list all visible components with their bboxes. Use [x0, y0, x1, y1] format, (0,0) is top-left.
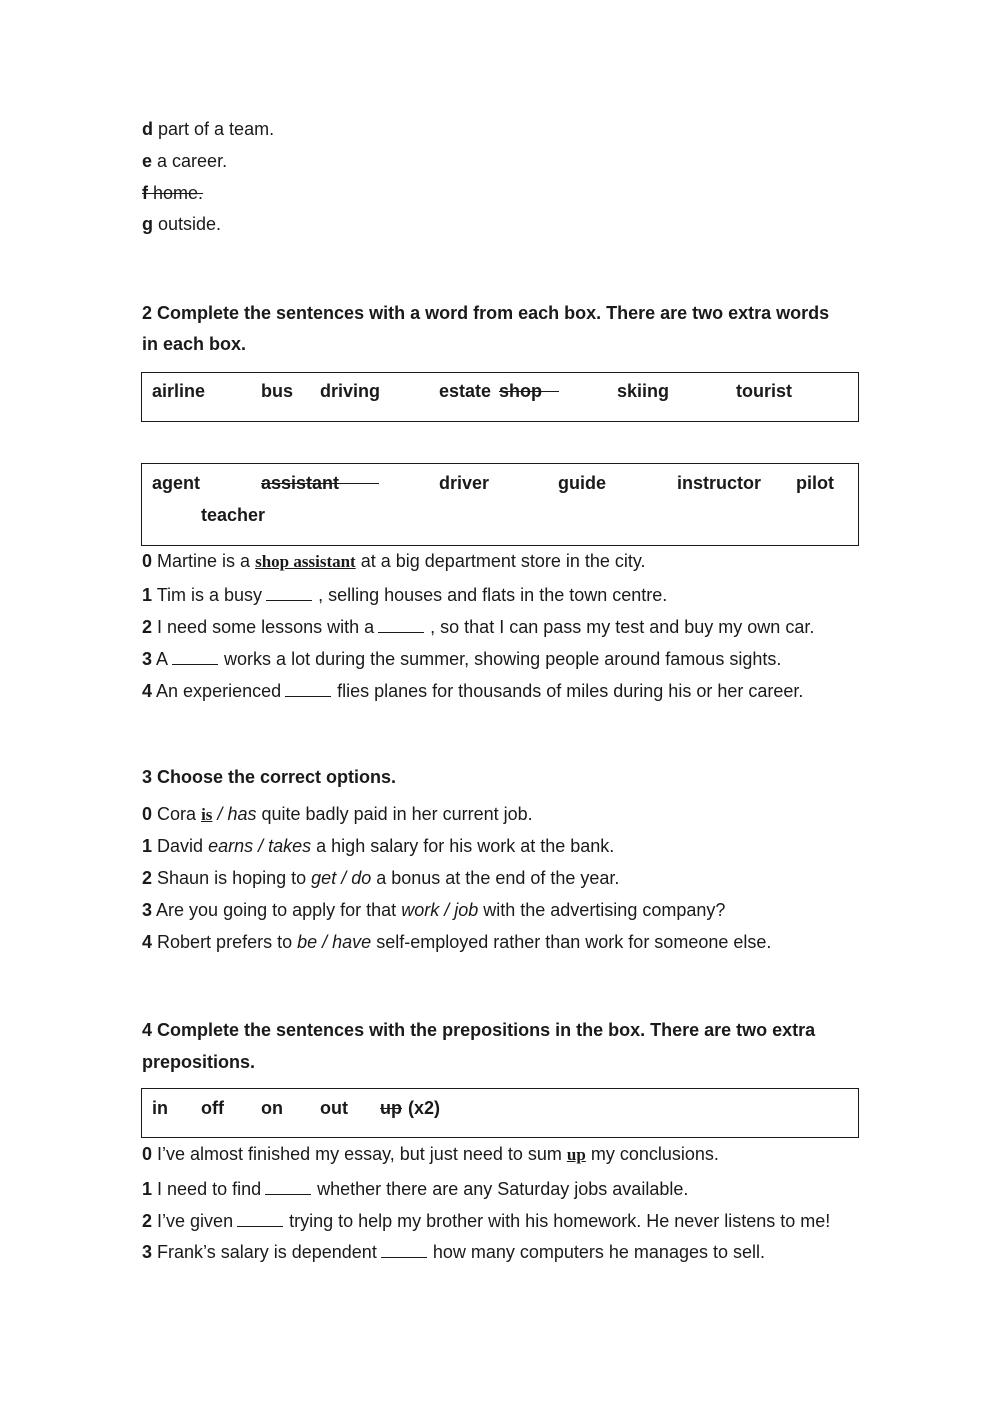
- exercise2-sentence-4: 4 An experienced flies planes for thousands of miles during his or her career.: [142, 678, 803, 702]
- exercise3-sentence-3: 3 Are you going to apply for that work / job with the advertising company?: [142, 900, 726, 920]
- match-item-d: d part of a team.: [142, 119, 275, 139]
- box1-word: bus: [261, 381, 294, 401]
- box2-word: teacher: [201, 505, 266, 525]
- box1-word: tourist: [736, 381, 792, 401]
- example-answer: shop assistant: [255, 552, 356, 571]
- exercise3-sentence-2: 2 Shaun is hoping to get / do a bonus at the end of the year.: [142, 868, 620, 888]
- answer-blank[interactable]: [381, 1239, 427, 1258]
- box2-word-crossed: assistant: [261, 473, 340, 493]
- match-item-e: e a career.: [142, 151, 228, 171]
- preposition-word-crossed: up: [380, 1098, 402, 1118]
- answer-blank[interactable]: [237, 1208, 283, 1227]
- option-choice[interactable]: be / have: [297, 932, 372, 952]
- preposition-word: in: [152, 1098, 168, 1118]
- exercise3-sentence-4: 4 Robert prefers to be / have self-employed rather than work for someone else.: [142, 932, 772, 952]
- section3-heading: 3 Choose the correct options.: [142, 767, 397, 787]
- box2-word: agent: [152, 473, 201, 493]
- section4-heading: 4 Complete the sentences with the prepositions in the box. There are two extra: [142, 1020, 816, 1040]
- exercise2-sentence-1: 1 Tim is a busy , selling houses and flats in the town centre.: [142, 582, 667, 606]
- exercise4-sentence-2: 2 I’ve given trying to help my brother with his homework. He never listens to me!: [142, 1208, 830, 1232]
- exercise4-sentence-3: 3 Frank’s salary is dependent how many computers he manages to sell.: [142, 1239, 765, 1263]
- answer-blank[interactable]: [172, 646, 218, 665]
- section2-heading: 2 Complete the sentences with a word from each box. There are two extra words: [142, 303, 830, 323]
- exercise3-sentence-0: 0 Cora is / has quite badly paid in her current job.: [142, 804, 533, 824]
- answer-blank[interactable]: [266, 582, 312, 601]
- answer-blank[interactable]: [378, 614, 424, 633]
- option-choice[interactable]: get / do: [311, 868, 372, 888]
- preposition-word: out: [320, 1098, 348, 1118]
- box1-word: skiing: [617, 381, 670, 401]
- box2-word: instructor: [677, 473, 762, 493]
- exercise2-sentence-2: 2 I need some lessons with a , so that I can pass my test and buy my own car.: [142, 614, 814, 638]
- box2-word: pilot: [796, 473, 834, 493]
- example-answer: is: [201, 805, 213, 824]
- exercise4-sentence-0: 0 I’ve almost finished my essay, but just need to sum up my conclusions.: [142, 1144, 719, 1164]
- preposition-word: off: [201, 1098, 224, 1118]
- box1-word: airline: [152, 381, 206, 401]
- exercise4-sentence-1: 1 I need to find whether there are any Saturday jobs available.: [142, 1176, 688, 1200]
- exercise2-sentence-3: 3 A works a lot during the summer, showing people around famous sights.: [142, 646, 781, 670]
- box2-word: driver: [439, 473, 490, 493]
- preposition-box: [141, 1088, 859, 1138]
- box1-word-crossed: shop: [499, 381, 542, 401]
- match-item-f: f home.: [142, 183, 204, 203]
- answer-blank[interactable]: [285, 678, 331, 697]
- preposition-word: on: [261, 1098, 283, 1118]
- match-item-g: g outside.: [142, 214, 222, 234]
- example-answer: up: [566, 1145, 586, 1164]
- section4-heading-cont: prepositions.: [142, 1052, 256, 1072]
- box1-word: driving: [320, 381, 381, 401]
- answer-blank[interactable]: [265, 1176, 311, 1195]
- preposition-count: (x2): [408, 1098, 441, 1118]
- option-choice[interactable]: work / job: [401, 900, 479, 920]
- exercise3-sentence-1: 1 David earns / takes a high salary for his work at the bank.: [142, 836, 615, 856]
- box2-word: guide: [558, 473, 606, 493]
- option-choice[interactable]: earns / takes: [208, 836, 312, 856]
- exercise2-sentence-0: 0 Martine is a shop assistant at a big department store in the city.: [142, 551, 646, 571]
- section2-heading-cont: in each box.: [142, 334, 247, 354]
- box1-word: estate: [439, 381, 492, 401]
